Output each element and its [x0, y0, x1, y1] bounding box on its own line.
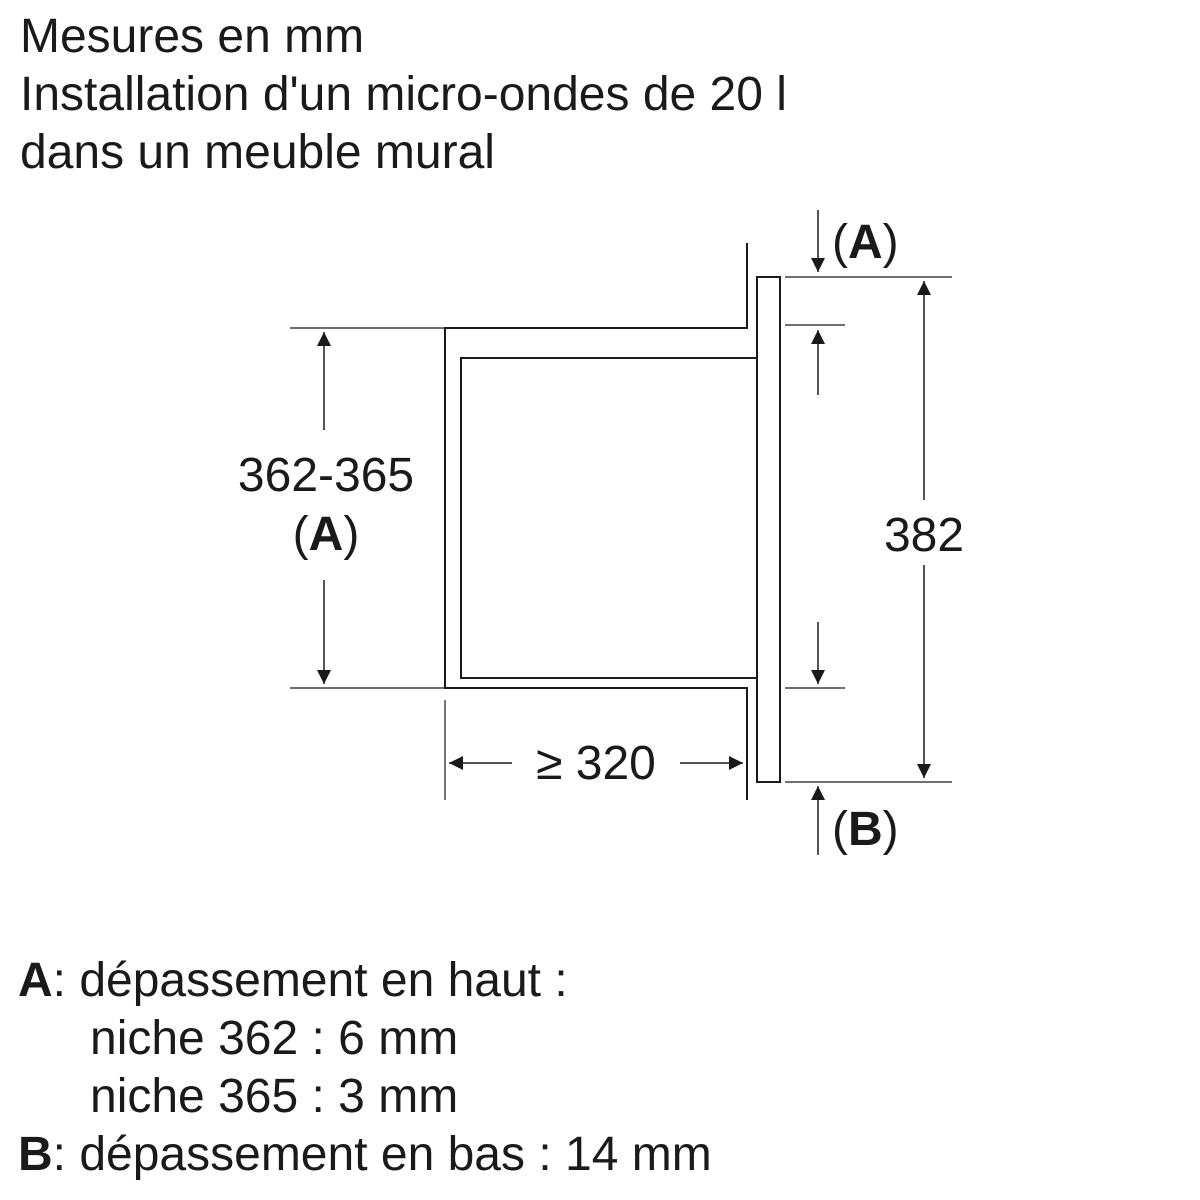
legend-a-niche-362: niche 362 : 6 mm: [90, 1012, 459, 1065]
cabinet-niche: [445, 243, 757, 800]
legend-key-b: B: [18, 1128, 53, 1181]
extension-lines: [290, 277, 952, 800]
total-height-label: 382: [883, 509, 965, 562]
overhang-top-marker: [818, 210, 899, 272]
microwave-front-panel: [757, 277, 780, 782]
overhang-bottom-marker: [818, 786, 899, 856]
legend: [18, 952, 712, 1184]
title-line-units: Mesures en mm: [20, 10, 365, 63]
niche-inner-wall: [461, 358, 757, 678]
title-line-installation: Installation d'un micro-ondes de 20 l: [20, 68, 787, 121]
title-line-cabinet: dans un meuble mural: [20, 126, 495, 179]
legend-a-niche-365: niche 365 : 3 mm: [90, 1070, 459, 1123]
depth-label: ≥ 320: [536, 737, 656, 790]
height-range-label: 362-365: [237, 449, 415, 502]
overhang-bottom-label: (B): [832, 803, 899, 856]
legend-text-b: : dépassement en bas : 14 mm: [52, 1128, 712, 1181]
legend-entry-a: [18, 952, 712, 1010]
height-ref-label: (A): [292, 508, 360, 561]
niche-outer-wall: [445, 243, 747, 800]
legend-entry-b: [18, 1126, 712, 1184]
overhang-top-label: (A): [832, 216, 899, 269]
legend-key-a: A: [18, 954, 53, 1007]
legend-text-a: : dépassement en haut :: [52, 954, 568, 1007]
